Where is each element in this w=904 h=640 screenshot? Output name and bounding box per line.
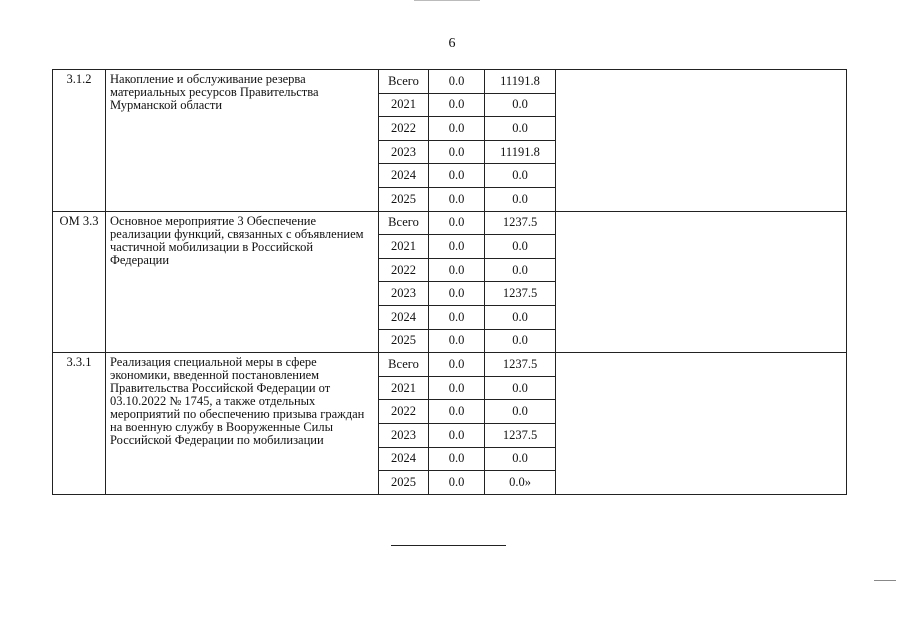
item-code: 3.3.1 <box>53 353 106 495</box>
value-cell-1: 0.0 <box>429 258 485 282</box>
value-cell-2: 0.0 <box>485 117 556 141</box>
year-cell: 2023 <box>379 282 429 306</box>
item-name: Основное мероприятие 3 Обеспечение реализации функций, связанных с объявлением частичной мобилизации в Российской Федерации <box>106 211 379 353</box>
year-cell: 2024 <box>379 164 429 188</box>
value-cell-2: 0.0 <box>485 400 556 424</box>
value-cell-2: 0.0 <box>485 258 556 282</box>
year-cell: 2021 <box>379 376 429 400</box>
value-cell-2: 1237.5 <box>485 353 556 377</box>
value-cell-1: 0.0 <box>429 471 485 495</box>
budget-table <box>52 69 847 495</box>
page-number: 6 <box>448 36 456 51</box>
year-cell: 2021 <box>379 235 429 259</box>
year-cell: 2022 <box>379 400 429 424</box>
remarks-cell <box>556 353 847 495</box>
year-cell: Всего <box>379 70 429 94</box>
year-cell: 2024 <box>379 305 429 329</box>
budget-table-container <box>52 69 847 495</box>
value-cell-2: 0.0 <box>485 187 556 211</box>
value-cell-2: 0.0 <box>485 329 556 353</box>
scan-artifact-right <box>874 580 896 581</box>
budget-table-body <box>53 70 847 495</box>
table-row <box>53 353 847 377</box>
value-cell-2: 1237.5 <box>485 211 556 235</box>
value-cell-1: 0.0 <box>429 164 485 188</box>
item-code: 3.1.2 <box>53 70 106 212</box>
value-cell-1: 0.0 <box>429 117 485 141</box>
remarks-cell <box>556 211 847 353</box>
value-cell-2: 0.0» <box>485 471 556 495</box>
value-cell-1: 0.0 <box>429 140 485 164</box>
item-code: ОМ 3.3 <box>53 211 106 353</box>
value-cell-2: 0.0 <box>485 93 556 117</box>
value-cell-1: 0.0 <box>429 93 485 117</box>
value-cell-2: 0.0 <box>485 305 556 329</box>
value-cell-1: 0.0 <box>429 400 485 424</box>
value-cell-2: 0.0 <box>485 376 556 400</box>
table-row <box>53 70 847 94</box>
value-cell-2: 0.0 <box>485 235 556 259</box>
value-cell-2: 0.0 <box>485 164 556 188</box>
year-cell: Всего <box>379 211 429 235</box>
value-cell-2: 11191.8 <box>485 70 556 94</box>
table-row <box>53 211 847 235</box>
value-cell-1: 0.0 <box>429 282 485 306</box>
end-divider-line <box>391 545 506 546</box>
value-cell-1: 0.0 <box>429 447 485 471</box>
value-cell-2: 0.0 <box>485 447 556 471</box>
year-cell: 2022 <box>379 117 429 141</box>
year-cell: 2023 <box>379 423 429 447</box>
scan-artifact-top <box>414 0 480 1</box>
item-name: Накопление и обслуживание резерва материальных ресурсов Правительства Мурманской области <box>106 70 379 212</box>
year-cell: 2022 <box>379 258 429 282</box>
year-cell: 2023 <box>379 140 429 164</box>
year-cell: 2021 <box>379 93 429 117</box>
value-cell-2: 1237.5 <box>485 282 556 306</box>
year-cell: 2025 <box>379 187 429 211</box>
value-cell-1: 0.0 <box>429 211 485 235</box>
value-cell-1: 0.0 <box>429 70 485 94</box>
value-cell-1: 0.0 <box>429 423 485 447</box>
remarks-cell <box>556 70 847 212</box>
value-cell-2: 11191.8 <box>485 140 556 164</box>
value-cell-2: 1237.5 <box>485 423 556 447</box>
value-cell-1: 0.0 <box>429 305 485 329</box>
year-cell: 2025 <box>379 329 429 353</box>
item-name: Реализация специальной меры в сфере экономики, введенной постановлением Правительства Российской Федерации от 03.10.2022 № 1745, а также отдельных мероприятий по обеспечению призыва граждан на военную службу в Вооруженные Силы Российской Федерации по мобилизации <box>106 353 379 495</box>
value-cell-1: 0.0 <box>429 353 485 377</box>
year-cell: Всего <box>379 353 429 377</box>
value-cell-1: 0.0 <box>429 235 485 259</box>
year-cell: 2024 <box>379 447 429 471</box>
value-cell-1: 0.0 <box>429 376 485 400</box>
value-cell-1: 0.0 <box>429 329 485 353</box>
year-cell: 2025 <box>379 471 429 495</box>
value-cell-1: 0.0 <box>429 187 485 211</box>
